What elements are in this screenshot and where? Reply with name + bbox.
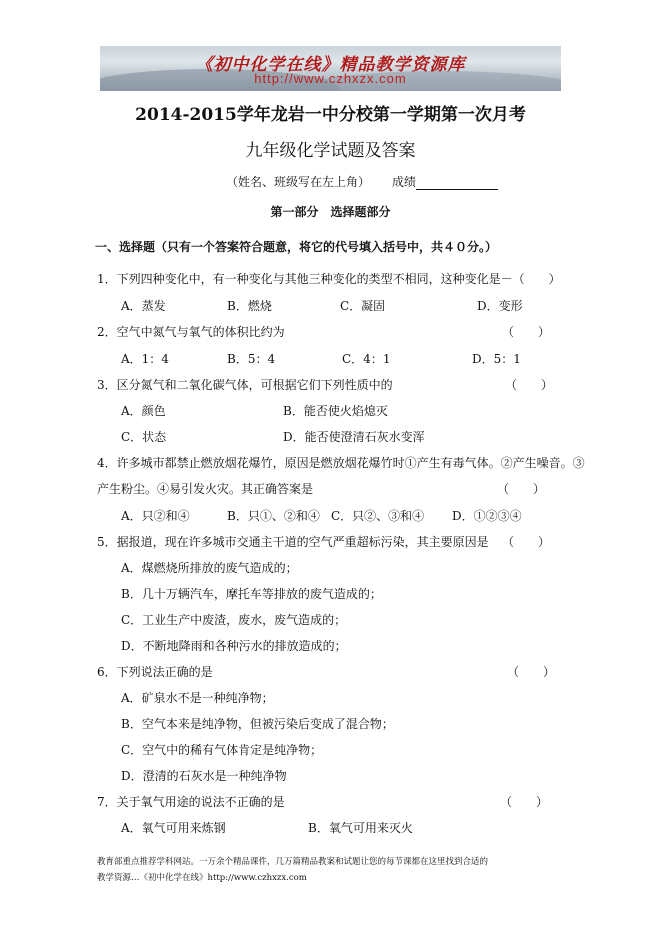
q4-option-c: C．只②、③和④ [331,509,425,523]
q3-option-c: C．状态 [121,430,167,444]
exam-title: 2014-2015学年龙岩一中分校第一学期第一次月考 [135,105,526,125]
score-label: 成绩 [392,175,417,189]
q5-option-d: D．不断地降雨和各种污水的排放造成的； [121,639,347,653]
q2-stem: 2．空气中氮气与氧气的体积比约为 [97,325,285,339]
site-banner [100,46,561,91]
q3-option-a: A．颜色 [121,404,166,418]
section-heading: 一、选择题（只有一个答案符合题意，将它的代号填入括号中，共４０分。） [95,240,498,254]
score-blank [416,177,498,190]
q7-stem: 7．关于氧气用途的说法不正确的是 [97,795,285,809]
q2-option-b: B．5：4 [227,352,276,366]
q2-bracket: （ ） [502,325,551,339]
footer-line-1: 教育部重点推荐学科网站。一万余个精品课件，几万篇精品教案和试题让您的每节课都在这里找到合适的 [97,857,489,867]
q4-option-a: A．只②和④ [121,509,190,523]
q7-option-a: A．氧气可用来炼钢 [121,821,226,835]
name-score-line [226,173,498,190]
q4-stem-line1: 4．许多城市都禁止燃放烟花爆竹，原因是燃放烟花爆竹时①产生有毒气体。②产生噪音。③ [97,456,585,470]
name-note: （姓名、班级写在左上角） [226,175,371,189]
q4-option-d: D．①②③④ [452,509,522,523]
q6-option-c: C．空气中的稀有气体肯定是纯净物； [121,743,323,757]
banner-title: 《初中化学在线》精品教学资源库 [195,55,466,75]
banner-url[interactable]: http://www.czhxzx.com [254,71,407,86]
part-heading: 第一部分 选择题部分 [270,205,391,219]
q4-bracket: （ ） [497,482,546,496]
q7-bracket: （ ） [500,795,549,809]
q6-stem: 6．下列说法正确的是 [97,665,213,679]
q1-stem: 1．下列四种变化中，有一种变化与其他三种变化的类型不相同，这种变化是－（ ） [97,272,561,286]
q1-option-b: B．燃烧 [227,299,272,313]
q2-option-a: A．1：4 [121,352,169,366]
footer-line-2[interactable]: 教学资源…《初中化学在线》http://www.czhxzx.com [97,873,307,883]
q3-option-d: D．能否使澄清石灰水变浑 [283,430,425,444]
q2-option-c: C．4：1 [342,352,391,366]
q6-bracket: （ ） [507,665,556,679]
q2-option-d: D．5：1 [472,352,521,366]
q5-option-a: A．煤燃烧所排放的废气造成的； [121,561,298,575]
q7-option-b: B．氧气可用来灭火 [308,821,413,835]
q6-option-b: B．空气本来是纯净物，但被污染后变成了混合物； [121,717,394,731]
q3-stem: 3．区分氮气和二氧化碳气体，可根据它们下列性质中的 [97,378,393,392]
q5-bracket: （ ） [502,535,551,549]
q4-option-b: B．只①、②和④ [227,509,320,523]
q3-option-b: B．能否使火焰熄灭 [283,404,388,418]
q1-option-d: D．变形 [477,299,523,313]
q6-option-d: D．澄清的石灰水是一种纯净物 [121,769,287,783]
q1-option-a: A．蒸发 [121,299,166,313]
q3-bracket: （ ） [505,378,554,392]
q5-stem: 5．据报道，现在许多城市交通主干道的空气严重超标污染，其主要原因是 [97,535,489,549]
exam-subtitle: 九年级化学试题及答案 [245,141,416,161]
q5-option-b: B．几十万辆汽车，摩托车等排放的废气造成的； [121,587,382,601]
q1-option-c: C．凝固 [340,299,386,313]
q4-stem-line2: 产生粉尘。④易引发火灾。其正确答案是 [97,482,314,496]
q6-option-a: A．矿泉水不是一种纯净物； [121,691,274,705]
q5-option-c: C．工业生产中废渣，废水，废气造成的； [121,613,347,627]
